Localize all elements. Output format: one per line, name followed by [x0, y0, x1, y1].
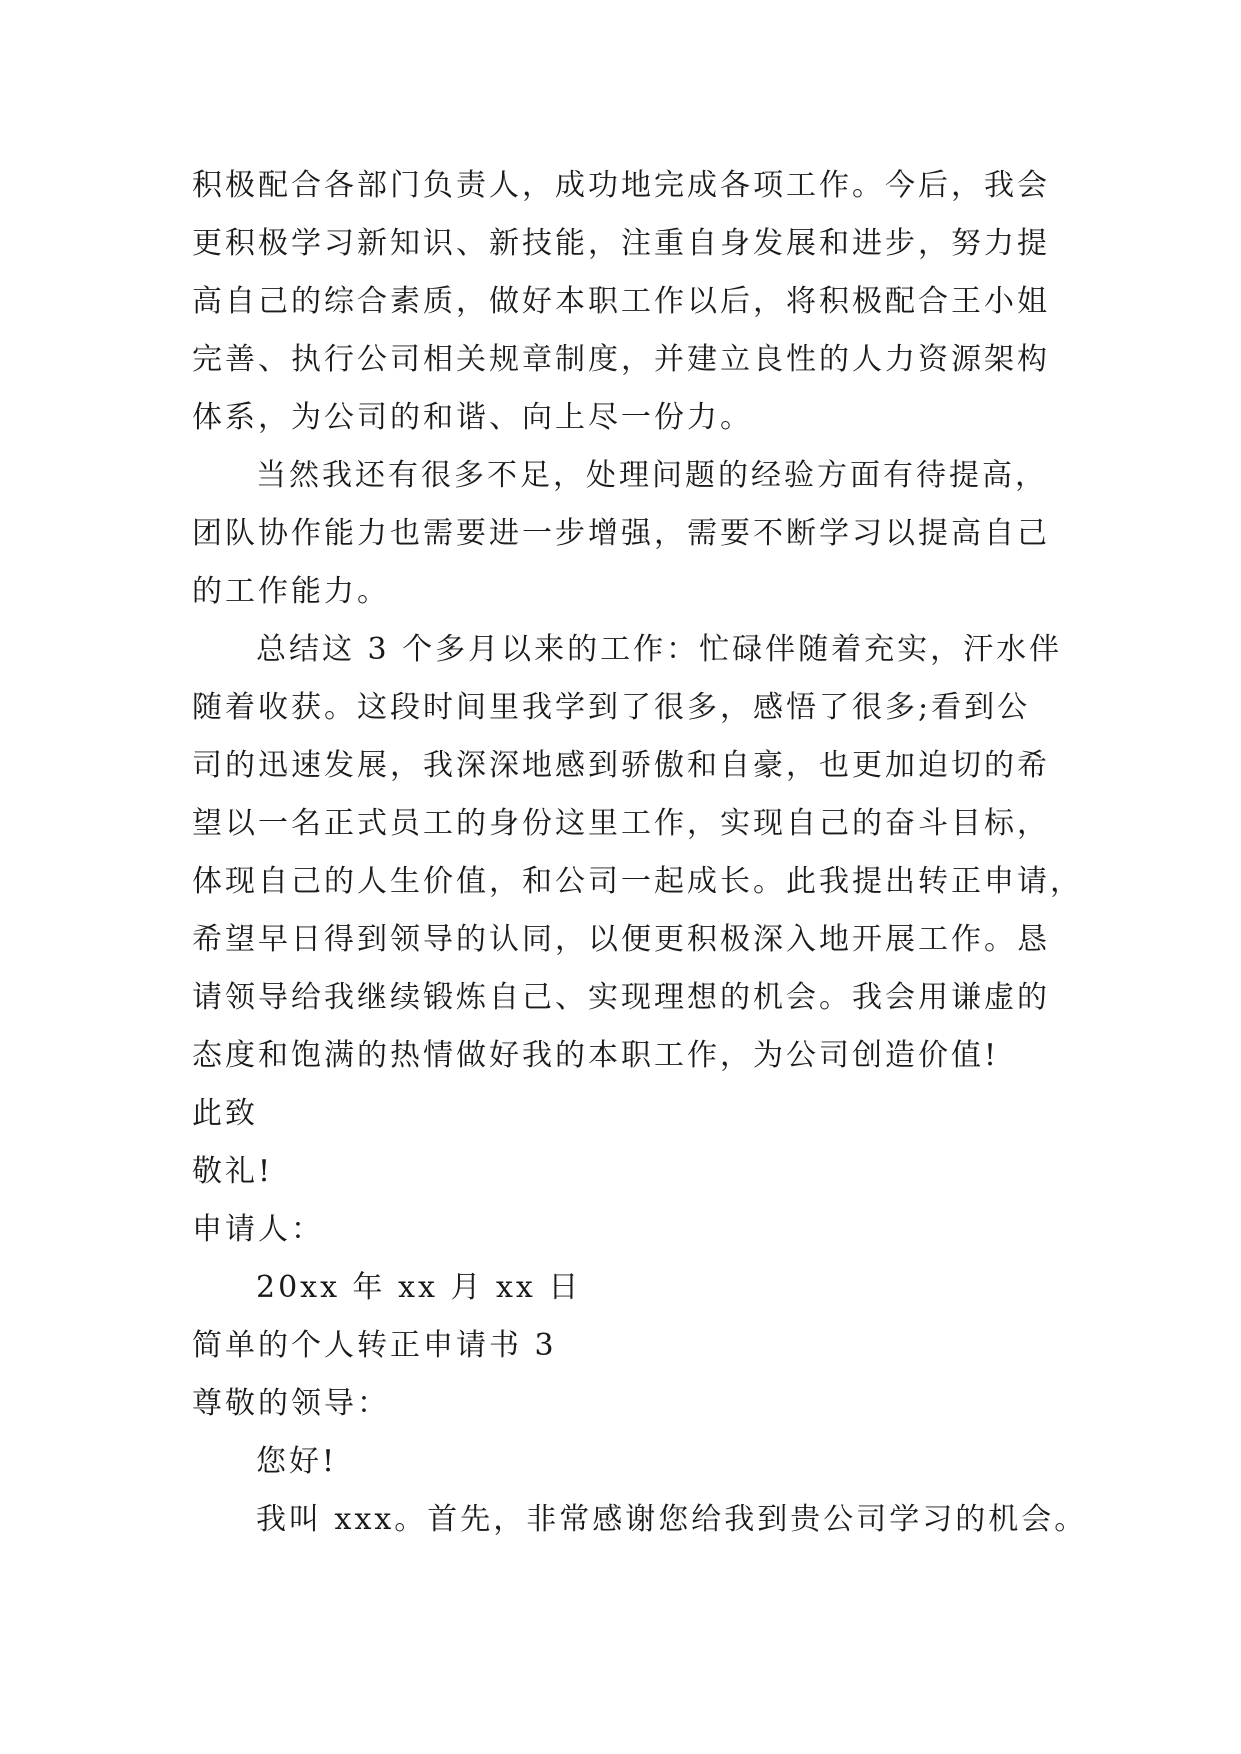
body-text-line: 态度和饱满的热情做好我的本职工作，为公司创造价值! — [192, 1038, 1000, 1073]
body-text-line: 完善、执行公司相关规章制度，并建立良性的人力资源架构 — [192, 342, 1050, 377]
body-text-line: 体现自己的人生价值，和公司一起成长。此我提出转正申请， — [192, 864, 1083, 899]
closing-salutation: 此致 — [192, 1096, 258, 1131]
body-text-line: 的工作能力。 — [192, 574, 390, 609]
date-line: 20xx 年 xx 月 xx 日 — [256, 1270, 582, 1305]
applicant-label: 申请人： — [192, 1212, 324, 1247]
body-text-line: 高自己的综合素质，做好本职工作以后，将积极配合王小姐 — [192, 284, 1050, 319]
body-text-line: 请领导给我继续锻炼自己、实现理想的机会。我会用谦虚的 — [192, 980, 1050, 1015]
paragraph-first-line: 当然我还有很多不足，处理问题的经验方面有待提高， — [256, 458, 1048, 493]
greeting-recipient: 尊敬的领导： — [192, 1386, 390, 1421]
body-text-line: 随着收获。这段时间里我学到了很多，感悟了很多;看到公 — [192, 690, 1031, 725]
paragraph-first-line: 我叫 xxx。首先，非常感谢您给我到贵公司学习的机会。 — [256, 1502, 1088, 1537]
section-heading: 简单的个人转正申请书 3 — [192, 1328, 557, 1363]
greeting-hello: 您好! — [256, 1444, 338, 1479]
closing-regards: 敬礼! — [192, 1154, 274, 1189]
body-text-line: 体系，为公司的和谐、向上尽一份力。 — [192, 400, 753, 435]
body-text-line: 望以一名正式员工的身份这里工作，实现自己的奋斗目标， — [192, 806, 1050, 841]
body-text-line: 希望早日得到领导的认同，以便更积极深入地开展工作。恳 — [192, 922, 1050, 957]
body-text-line: 司的迅速发展，我深深地感到骄傲和自豪，也更加迫切的希 — [192, 748, 1050, 783]
body-text-line: 积极配合各部门负责人，成功地完成各项工作。今后，我会 — [192, 168, 1050, 203]
body-text-line: 更积极学习新知识、新技能，注重自身发展和进步，努力提 — [192, 226, 1050, 261]
paragraph-first-line: 总结这 3 个多月以来的工作：忙碌伴随着充实，汗水伴 — [256, 632, 1063, 667]
body-text-line: 团队协作能力也需要进一步增强，需要不断学习以提高自己 — [192, 516, 1050, 551]
